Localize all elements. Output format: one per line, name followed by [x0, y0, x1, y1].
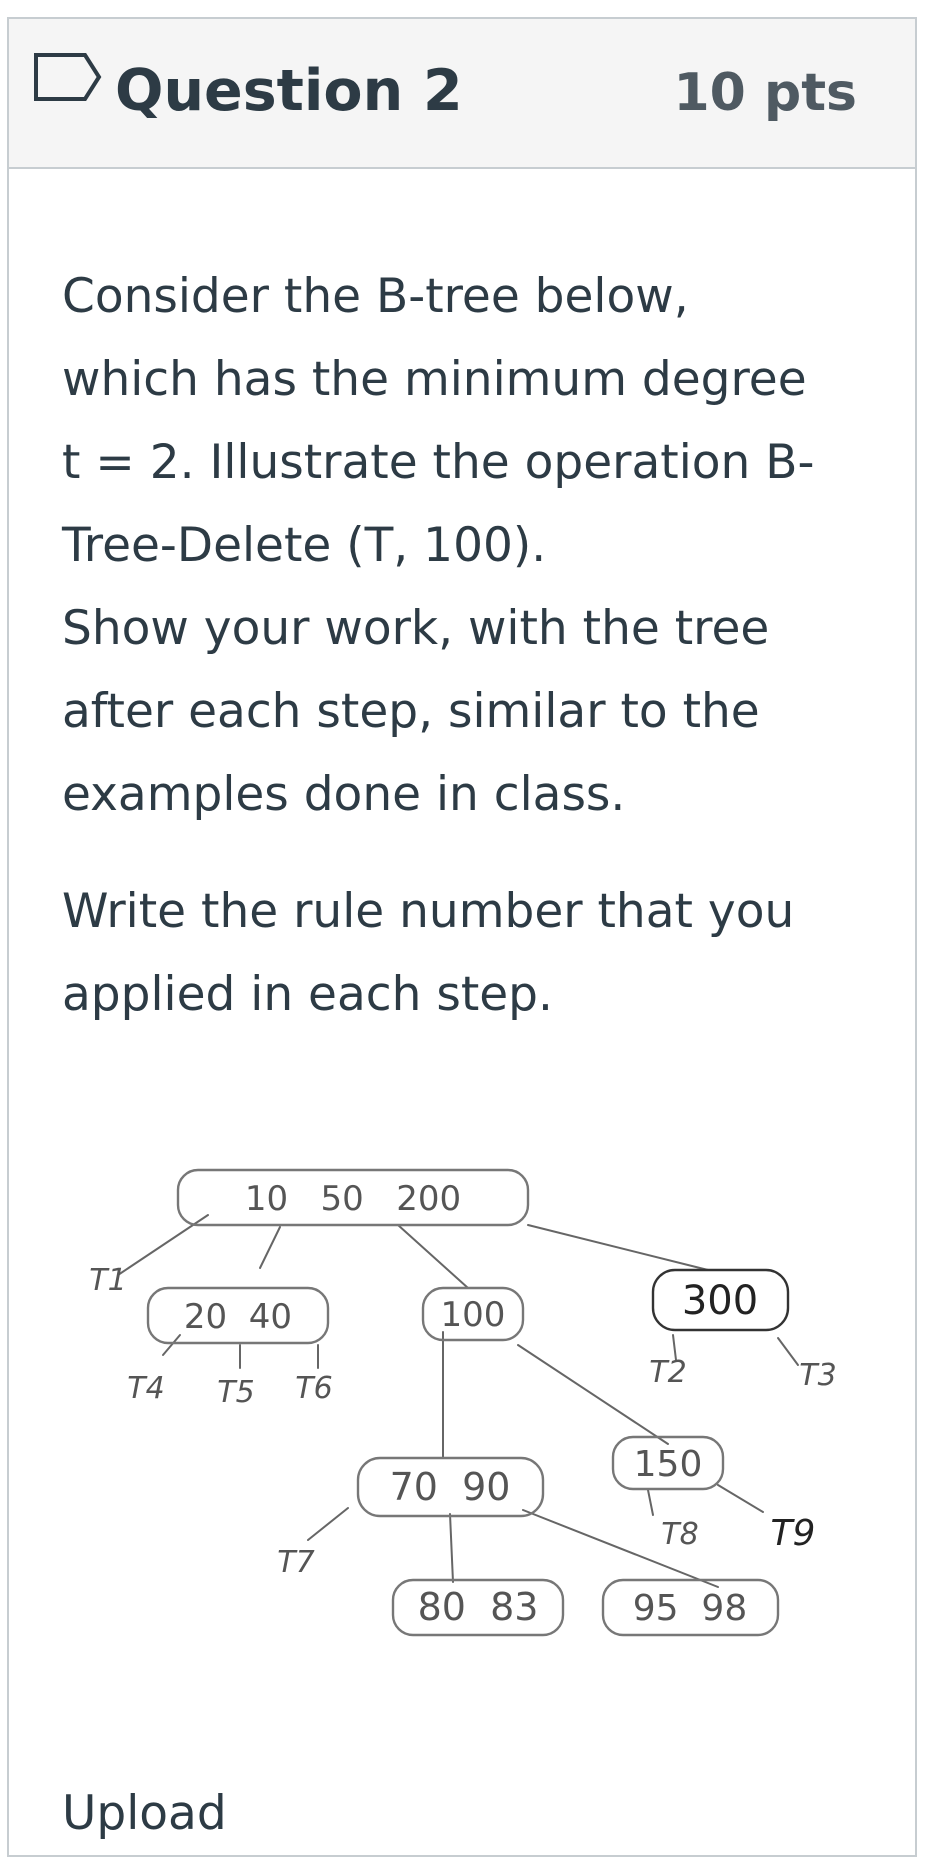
- node-70-90-label: 70 90: [389, 1465, 511, 1509]
- edge-70-90-80-83: [450, 1514, 453, 1582]
- rule-line: Write the rule number that you: [62, 884, 795, 939]
- upload-label[interactable]: Upload: [62, 1786, 227, 1841]
- subtree-t7: T7: [277, 1545, 315, 1580]
- bookmark-flag-icon[interactable]: [33, 51, 103, 103]
- question-line: Consider the B-tree below,: [62, 269, 689, 324]
- node-20-40-label: 20 40: [183, 1297, 293, 1337]
- node-95-98-label: 95 98: [632, 1588, 748, 1629]
- subtree-t2: T2: [649, 1355, 687, 1390]
- subtree-t3: T3: [799, 1358, 837, 1393]
- edge-70-90-t7: [308, 1508, 348, 1540]
- edge-300-t3: [778, 1338, 798, 1365]
- question-header: [9, 19, 915, 169]
- subtree-t8: T8: [661, 1517, 699, 1552]
- edge-20-40-t4: [163, 1335, 180, 1355]
- node-100-label: 100: [440, 1295, 506, 1335]
- question-points: 10 pts: [673, 63, 857, 123]
- question-title: Question 2: [115, 58, 463, 124]
- question-line: examples done in class.: [62, 767, 626, 822]
- edge-150-t8: [648, 1490, 653, 1515]
- subtree-t9: T9: [770, 1513, 816, 1554]
- question-text: [62, 255, 862, 1036]
- subtree-t5: T5: [217, 1375, 255, 1410]
- edge-100-150: [518, 1345, 668, 1444]
- edge-root-300: [528, 1225, 708, 1270]
- question-line: which has the minimum degree: [62, 352, 807, 407]
- btree-figure: [68, 1140, 868, 1660]
- edge-root-20-40: [260, 1227, 280, 1268]
- subtree-t4: T4: [127, 1371, 165, 1406]
- question-line: t = 2. Illustrate the operation B-: [62, 435, 815, 490]
- edge-150-t9: [718, 1485, 763, 1512]
- edge-root-100: [398, 1225, 468, 1288]
- question-line: Show your work, with the tree: [62, 601, 770, 656]
- question-line: after each step, similar to the: [62, 684, 760, 739]
- node-80-83-label: 80 83: [417, 1585, 539, 1629]
- question-line: Tree-Delete (T, 100).: [62, 518, 547, 573]
- subtree-t1: T1: [89, 1263, 127, 1298]
- node-root-label: 10 50 200: [244, 1179, 462, 1219]
- subtree-t6: T6: [295, 1371, 333, 1406]
- node-300-label: 300: [681, 1278, 759, 1324]
- node-150-label: 150: [633, 1444, 703, 1485]
- btree-diagram: [68, 1140, 868, 1660]
- rule-line: applied in each step.: [62, 967, 553, 1022]
